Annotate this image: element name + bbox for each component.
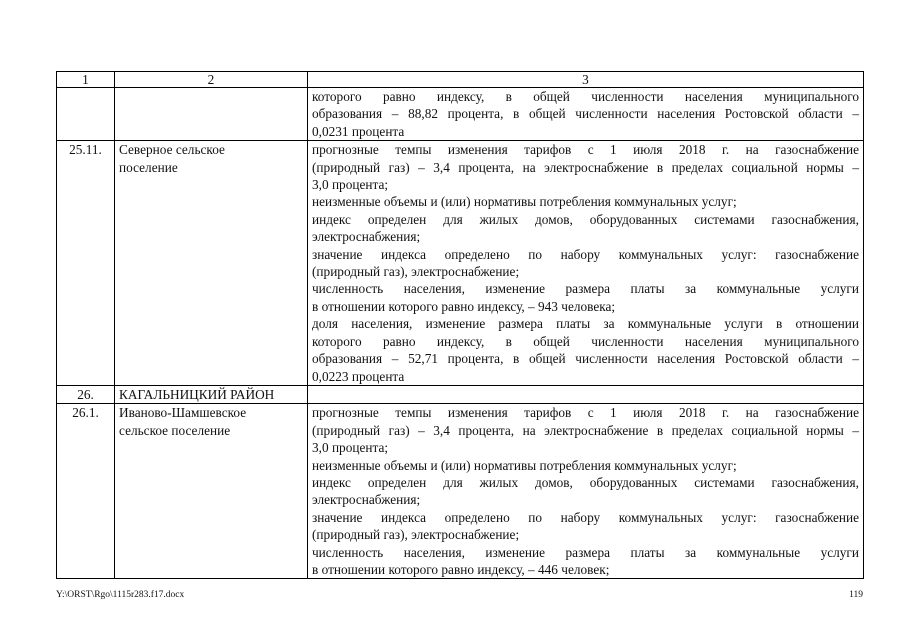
text-line: (природный газ), электроснабжение; <box>312 527 520 543</box>
text-line: 3,0 процента; <box>312 440 389 456</box>
text-line: доля населения, изменение размера платы за коммунальные услуги в отношении <box>312 316 859 332</box>
text-line: в отношении которого равно индексу, – 446 человек; <box>312 561 610 577</box>
row-description <box>308 385 864 403</box>
text-line: индекс определен для жилых домов, оборудованных системами газоснабжения, <box>312 211 859 227</box>
district-name: КАГАЛЬНИЦКИЙ РАЙОН <box>115 385 308 403</box>
document-table <box>56 71 864 579</box>
row-name <box>115 141 308 386</box>
row-name <box>115 88 308 141</box>
row-name <box>115 404 308 579</box>
text-line: прогнозные темпы изменения тарифов с 1 июля 2018 г. на газоснабжение <box>312 142 859 158</box>
name-line: сельское поселение <box>119 422 231 438</box>
table-row-continuation <box>57 88 864 141</box>
text-line: которого равно индексу, в общей численности населения муниципального <box>312 333 859 349</box>
text-line: образования – 52,71 процента, в общей численности населения Ростовской области – <box>312 351 859 367</box>
text-line: электроснабжения; <box>312 229 421 245</box>
text-line: неизменные объемы и (или) нормативы потребления коммунальных услуг; <box>312 457 737 473</box>
row-number: 25.11. <box>57 141 115 386</box>
text-line: электроснабжения; <box>312 492 421 508</box>
text-line: которого равно индексу, в общей численности населения муниципального <box>312 89 859 104</box>
paragraph-end: 0,0231 процента <box>312 123 405 139</box>
table-row-25-11 <box>57 141 864 386</box>
text-line: значение индекса определено по набору коммунальных услуг: газоснабжение <box>312 509 859 525</box>
row-number: 26. <box>57 385 115 403</box>
table-header-row <box>57 72 864 88</box>
text-line: (природный газ) – 3,4 процента, на электроснабжение в пределах социальной нормы – <box>312 159 859 175</box>
paragraph <box>312 88 859 123</box>
text-line: значение индекса определено по набору коммунальных услуг: газоснабжение <box>312 246 859 262</box>
text-line: численность населения, изменение размера платы за коммунальные услуги <box>312 281 859 297</box>
row-description <box>308 88 864 141</box>
text-line: неизменные объемы и (или) нормативы потребления коммунальных услуг; <box>312 194 737 210</box>
footer-page-number: 119 <box>849 590 863 600</box>
footer-file-path: Y:\ORST\Rgo\1115r283.f17.docx <box>56 590 185 600</box>
text-line: (природный газ) – 3,4 процента, на электроснабжение в пределах социальной нормы – <box>312 422 859 438</box>
text-line: индекс определен для жилых домов, оборудованных системами газоснабжения, <box>312 474 859 490</box>
table-row-26-1 <box>57 404 864 579</box>
row-description <box>308 404 864 579</box>
text-line: численность населения, изменение размера платы за коммунальные услуги <box>312 544 859 560</box>
text-line: 3,0 процента; <box>312 177 389 193</box>
row-description <box>308 141 864 386</box>
text-line: прогнозные темпы изменения тарифов с 1 июля 2018 г. на газоснабжение <box>312 405 859 421</box>
header-col-2: 2 <box>115 72 308 88</box>
text-line: образования – 88,82 процента, в общей численности населения Ростовской области – <box>312 106 859 122</box>
paragraph <box>312 141 859 176</box>
name-line: Северное сельское <box>119 142 225 158</box>
header-col-1: 1 <box>57 72 115 88</box>
text-line: 0,0223 процента <box>312 368 405 384</box>
header-col-3: 3 <box>308 72 864 88</box>
text-line: в отношении которого равно индексу, – 943 человека; <box>312 298 616 314</box>
table-row-26 <box>57 385 864 403</box>
text-line: (природный газ), электроснабжение; <box>312 264 520 280</box>
row-number: 26.1. <box>57 404 115 579</box>
name-line: поселение <box>119 159 178 175</box>
row-number <box>57 88 115 141</box>
name-line: Иваново-Шамшевское <box>119 405 247 421</box>
